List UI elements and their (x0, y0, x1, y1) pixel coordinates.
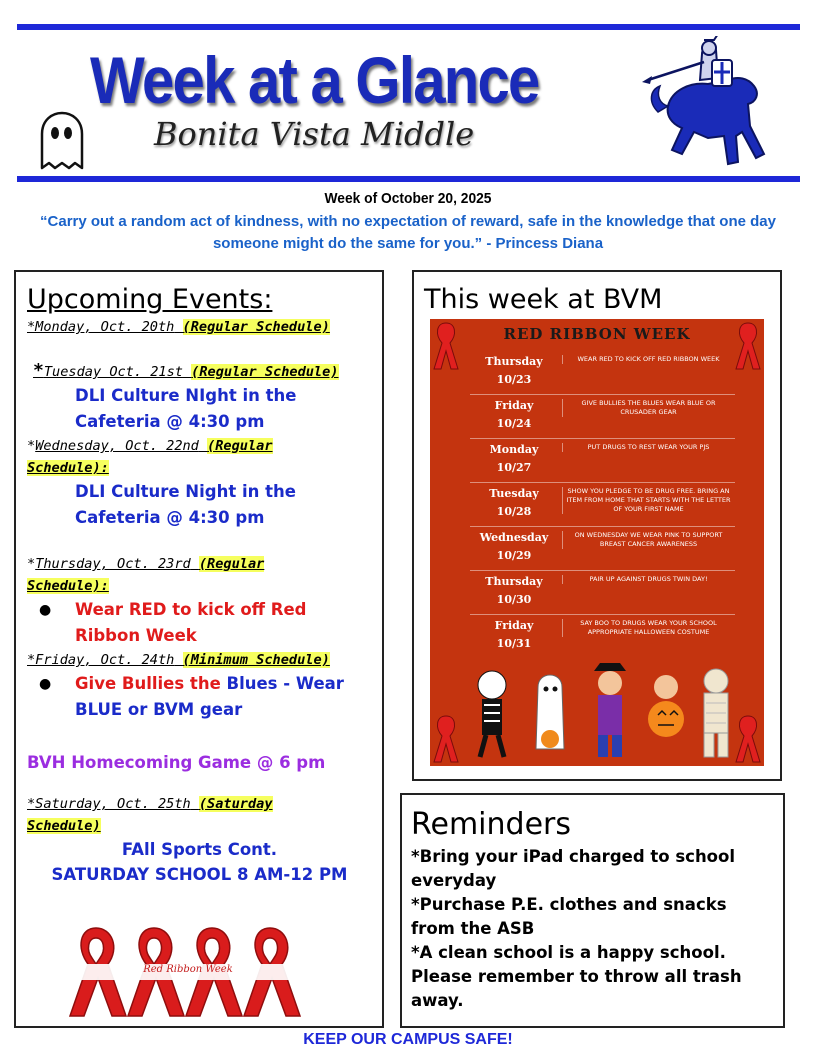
event-day-monday (27, 316, 372, 338)
event-detail: SATURDAY SCHOOL 8 AM-12 PM (51, 865, 348, 884)
event-detail: FAll Sports Cont. (121, 840, 278, 859)
poster-day: Friday 10/24 (494, 399, 534, 430)
header-bottom-rule (17, 176, 800, 182)
poster-activity: GIVE BULLIES THE BLUES WEAR BLUE OR CRUSADER GEAR (562, 399, 732, 417)
day-label: *Monday, Oct. 20th (27, 319, 175, 335)
bullet-text-red: Give Bullies the (75, 674, 227, 693)
event-day-thursday (27, 553, 372, 575)
red-ribbon-icon (432, 321, 460, 371)
reminders-list (411, 845, 771, 1013)
schedule-label: (Saturday (198, 796, 273, 812)
schedule-label: (Minimum Schedule) (182, 652, 330, 668)
school-name: Bonita Vista Middle (154, 115, 475, 153)
event-bullet (27, 671, 372, 697)
poster-row (470, 527, 735, 571)
bullet-dot: ● (39, 676, 52, 692)
poster-day: Thursday 10/30 (485, 575, 543, 606)
schedule-label: Schedule) (27, 818, 101, 834)
poster-row (470, 351, 735, 395)
ribbon-banner-label: Red Ribbon Week (143, 964, 233, 975)
reminders-panel (400, 793, 785, 1028)
event-detail: DLI Culture Night in the (75, 482, 296, 501)
red-ribbon-week-poster (430, 319, 764, 766)
poster-row (470, 439, 735, 483)
knight-on-horse-icon (638, 36, 786, 168)
reminder-item: *Bring your iPad charged to school everyday (411, 847, 736, 890)
poster-row (470, 395, 735, 439)
page-title: Week at a Glance (90, 43, 539, 117)
this-week-heading: This week at BVM (424, 284, 663, 315)
poster-day: Friday 10/31 (494, 619, 534, 650)
homecoming-event: BVH Homecoming Game @ 6 pm (27, 753, 326, 772)
event-day-saturday-cont (27, 815, 372, 837)
ghost-icon (36, 110, 88, 172)
upcoming-events-panel (14, 270, 384, 1028)
asterisk: * (27, 438, 36, 454)
schedule-label: (Regular (207, 438, 273, 454)
reminders-heading: Reminders (411, 807, 571, 842)
poster-activity: PUT DRUGS TO REST WEAR YOUR PJS (562, 443, 732, 452)
poster-row (470, 571, 735, 615)
poster-activity: WEAR RED TO KICK OFF RED RIBBON WEEK (562, 355, 732, 364)
poster-row (470, 615, 735, 659)
schedule-label: (Regular (198, 556, 265, 572)
halloween-characters-icon (470, 657, 740, 761)
footer-slogan: KEEP OUR CAMPUS SAFE! (303, 1031, 513, 1048)
red-ribbon-icon (432, 714, 460, 764)
event-day-friday (27, 649, 372, 671)
event-bullet-cont (27, 697, 372, 723)
asterisk: * (27, 556, 36, 572)
poster-activity: SAY BOO TO DRUGS WEAR YOUR SCHOOL APPROPRIATE HALLOWEEN COSTUME (562, 619, 732, 637)
schedule-label: Schedule): (27, 578, 109, 594)
weekly-quote: “Carry out a random act of kindness, with no expectation of reward, safe in the knowledge that one day someone might do the same for you.” - Princess Diana (40, 213, 776, 252)
event-bullet-cont: Ribbon Week (75, 626, 197, 645)
event-day-wednesday (27, 435, 372, 457)
day-label: Tuesday Oct. 21st (43, 364, 183, 380)
bullet-dot: ● (39, 602, 52, 618)
event-day-tuesday (27, 360, 372, 383)
day-label: *Friday, Oct. 24th (27, 652, 175, 668)
bullet-text: Wear RED to kick off Red (75, 600, 307, 619)
upcoming-events-heading: Upcoming Events: (27, 284, 273, 315)
day-label: Thursday, Oct. 23rd (35, 556, 191, 572)
poster-row (470, 483, 735, 527)
poster-day: Thursday 10/23 (485, 355, 543, 386)
schedule-label: Schedule): (27, 460, 109, 476)
day-label: *Saturday, Oct. 25th (27, 796, 191, 812)
event-detail: Cafeteria @ 4:30 pm (75, 508, 265, 527)
this-week-panel (412, 270, 782, 781)
poster-activity: ON WEDNESDAY WE WEAR PINK TO SUPPORT BREAST CANCER AWARENESS (562, 531, 732, 549)
schedule-label: (Regular Schedule) (191, 364, 339, 380)
poster-day: Monday 10/27 (489, 443, 539, 474)
event-bullet (27, 597, 372, 623)
poster-day: Tuesday 10/28 (489, 487, 539, 518)
reminder-item: *A clean school is a happy school. Please remember to throw all trash away. (411, 943, 742, 1010)
poster-activity: SHOW YOU PLEDGE TO BE DRUG FREE. BRING AN ITEM FROM HOME THAT STARTS WITH THE LETTER OF YOUR FIRST NAME (562, 487, 732, 514)
bullet-text-blue: BLUE or BVM gear (75, 700, 243, 719)
bullet-text-blue: Blues - Wear (226, 674, 344, 693)
event-day-thursday-cont (27, 575, 372, 597)
poster-title: RED RIBBON WEEK (503, 325, 691, 343)
reminder-item: *Purchase P.E. clothes and snacks from the ASB (411, 895, 727, 938)
event-detail: Cafeteria @ 4:30 pm (75, 412, 265, 431)
red-ribbon-banner (66, 924, 310, 1020)
event-day-saturday (27, 793, 372, 815)
red-ribbon-icon (734, 321, 762, 371)
schedule-label: (Regular Schedule) (182, 319, 330, 335)
header-top-rule (17, 24, 800, 30)
event-detail: DLI Culture NIght in the (75, 386, 297, 405)
asterisk: * (33, 360, 44, 381)
day-label: Wednesday, Oct. 22nd (35, 438, 199, 454)
poster-activity: PAIR UP AGAINST DRUGS TWIN DAY! (562, 575, 732, 584)
event-day-wednesday-cont (27, 457, 372, 479)
week-of-date: Week of October 20, 2025 (324, 190, 492, 207)
poster-day: Wednesday 10/29 (479, 531, 549, 562)
